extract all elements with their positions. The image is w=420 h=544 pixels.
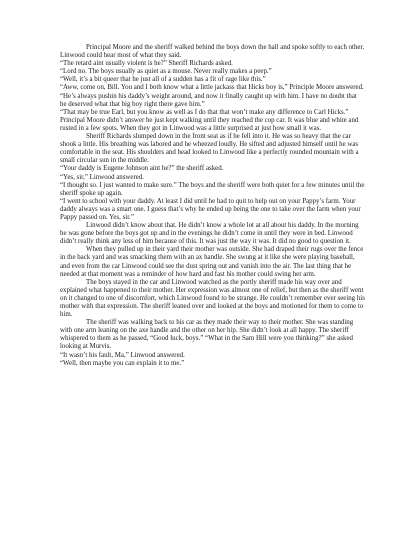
body-paragraph: “Your daddy is Eugene Johnson aint he?” the sheriff asked. — [60, 165, 224, 173]
document-page — [60, 44, 365, 368]
body-paragraph: Sheriff Richards slumped down in the front seat as if he fell into it. He was so heavy that the car shook a little. His breathing was labored and he wheezed loudly. He sifted and adjusted himself until he was comfortable in the seat. His shoulders and head looked to Linwood like a perfectly rounded mountain with a small circular sun in the middle. — [60, 133, 359, 165]
body-paragraph: The boys stayed in the car and Linwood watched as the portly sheriff made his way over and explained what happened to their mother. Her expression was almost one of relief, but then as the sheriff went on it changed to one of discomfort, which Linwood found to be strange. He couldn’t remember ever seeing his mother with that expression. The sheriff leaned over and looked at the boys and motioned for them to come to him. — [60, 278, 365, 319]
body-paragraph: “Aww, come on, Bill. You and I both know what a little jackass that Hicks boy is,” Principle Moore answered. “He’s always pushin his daddy’s weight around, and now it finally caught up with him. I have no doubt that he deserved what that big boy right there gave him.” — [60, 84, 364, 108]
body-paragraph: “That may be true Earl, but you know as well as I do that that won’t make any difference to Carl Hicks.” Principal Moore didn’t answer he just kept walking until they reached the cop car. It was blue and white and rusted in a few spots. When they got in Linwood was a little surprised at just how small it was. — [60, 108, 359, 132]
body-paragraph: “The retard aint usually violent is he?” Sheriff Richards asked. — [60, 60, 233, 68]
body-paragraph: “Lord no. The boys usually as quiet as a mouse. Never really makes a peep.” — [60, 68, 272, 76]
body-paragraph: Linwood didn’t know about that. He didn’t know a whole lot at all about his daddy. In the morning he was gone before the boys got up and in the evenings he didn’t come in until they were in bed. Linwood didn’t really think any less of him because of this. It was just the way it was. It did no good to question it. — [60, 222, 359, 246]
body-paragraph: “Well, then maybe you can explain it to me.” — [60, 359, 185, 367]
body-paragraph: “Well, it’s a bit queer that he just all of a sudden has a fit of rage like this.” — [60, 76, 266, 84]
body-paragraph: The sheriff was walking back to his car as they made their way to their mother. She was standing with one arm leaning on the axe handle and the other on her hip. She didn’t look at all happy. The sheriff whispered to them as he passed, “Good luck, boys.” “What in the Sam Hill were you thinking?” she asked looking at Murvis. — [60, 319, 354, 351]
body-paragraph: “It wasn’t his fault, Ma,” Linwood answered. — [60, 351, 185, 359]
body-paragraph: “I thought so. I just wanted to make sure.” The boys and the sheriff were both quiet for a few minutes until the sheriff spoke up again. — [60, 181, 365, 197]
body-paragraph: “Yes, sir,” Linwood answered. — [60, 173, 144, 181]
body-paragraph: Principal Moore and the sheriff walked behind the boys down the hall and spoke softly to each other. Linwood could hear most of what they said. — [60, 44, 365, 60]
body-paragraph: “I went to school with your daddy. At least I did until he had to quit to help out on your Pappy’s farm. Your daddy always was a smart one. I guess that’s why he ended up being the one to take over the farm when your Pappy passed on. Yes, sir.” — [60, 197, 361, 221]
body-paragraph: When they pulled up in their yard their mother was outside. She had draped their rugs over the fence in the back yard and was smacking them with an ax handle. She swung at it like she were playing baseball, and even from the car Linwood could see the dust spring out and vanish into the air. The last thing that he needed at that moment was a reminder of how hard and fast his mother could swing her arm. — [60, 246, 364, 278]
